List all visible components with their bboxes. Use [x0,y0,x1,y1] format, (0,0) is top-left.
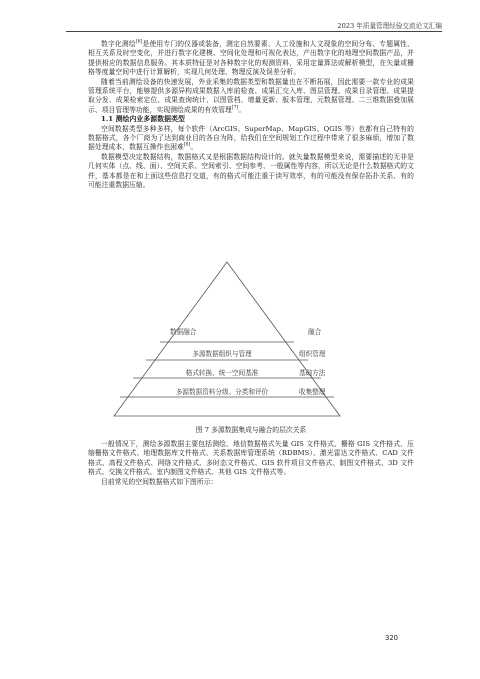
paragraph-text: 随着当前测绘设备的快速发展，外业采集的数据类型和数据量也在不断拓展，因此需要一款专业的成果管理系统平台，能够提供多源异构成果数据入库前检查、成果汇交入库、图层管理、成果目录管理、成果提取分发、成果检索定位、成果查询统计、以图管档、增量更新、版本管理、元数据管理、二三维数据叠加展示、项目管理等功能，实现测绘成果的有效管理 [88,77,414,114]
figure-caption: 图 7 多源数据集成与融合的层次关系 [195,426,307,434]
paragraph-text: 数字化测绘 [101,40,136,48]
pyramid-level-1-label: 数据融合 [170,328,197,336]
paragraph-source-formats: 一般情况下，测绘多源数据主要包括测绘、地信数据格式矢量 GIS 文件格式、栅格 GIS 文件格式、压缩栅格文件格式、地理数据库文件格式、关系数据库管理系统（RDBMS）、激光雷达文件格式、CAD 文件格式、高程文件格式、网络文件格式、多时态文件格式、GIS 软件项目文件格式、制图文件格式、3D 文件格式、交换文件格式、室内制图文件格式、其他 GIS 文件格式等。 [88,440,414,477]
paragraph-text: 是使用专门的仪器或装备，测定自然要素、人工设施和人文现象的空间分布、专题属性、相互关系及时空变化，并进行数字化建模、空间化处理和可视化表达，产出数字化的地理空间数据产品，并提供相应的数据信息服务。其本质特征是对各种数字化的观测资料，采用定量算法或解析模型，在矢量或栅格等度量空间中进行计算解析，实现几何处理、物理反演及误差分析。 [88,40,414,77]
body-text-top [88,40,414,191]
level-4-category-label: 收集整理 [299,388,326,396]
paragraph-data-types [88,125,414,153]
pyramid-level-3-label: 格式转换、统一空间基准 [185,369,259,377]
citation-ref: [6] [135,39,143,45]
level-3-category-label: 基础方法 [299,369,326,377]
pyramid-diagram [110,260,364,420]
page-number: 320 [385,634,398,642]
citation-ref: [8] [183,143,191,149]
running-header: 2023 年质量管理经验交流论文汇编 [337,22,442,30]
paragraph-digital-mapping [88,40,414,78]
pyramid-level-2-label: 多源数据组织与管理 [192,350,252,358]
level-1-category-label: 融合 [308,328,322,336]
paragraph-format-intro: 目前常见的空间数据格式如下图所示： [101,477,218,486]
paragraph-management-system [88,78,414,116]
paragraph-data-model: 数据模型决定数据结构，数据格式又是根据数据结构设计的。就矢量数据模型来说，需要描述的无非是几何实体（点、线、面）、空间关系、空间索引、空间参考、一般属性等内容，所以无论是什么数据格式的文件，基本都是在和上面这些信息打交道，有的格式可能注重于读写效率，有的可能没有保存拓扑关系、有的可能注重数据压缩。 [88,152,414,190]
level-2-category-label: 组织管理 [299,350,326,358]
paragraph-text: 。 [190,143,198,152]
body-text-bottom [88,440,414,487]
pyramid-figure [110,260,364,430]
pyramid-level-4-label: 多源数据资料分级、分类和评价 [175,388,269,396]
paragraph-text: 。 [238,105,246,114]
section-heading: 1.1 测绘内业多源数据类型 [101,115,185,124]
header-rule [66,31,442,32]
citation-ref: [7] [231,105,239,111]
paragraph-text: 空间数据类型多种多样，每个软件（ArcGIS、SuperMap、MapGIS、QGIS 等）也都有自己特有的数据格式，各个厂商为了达到商业目的各自为阵，给我们在空间规划工作过程中带来了很多麻烦，增加了数据处理成本，数据互操作也困难 [88,124,414,152]
